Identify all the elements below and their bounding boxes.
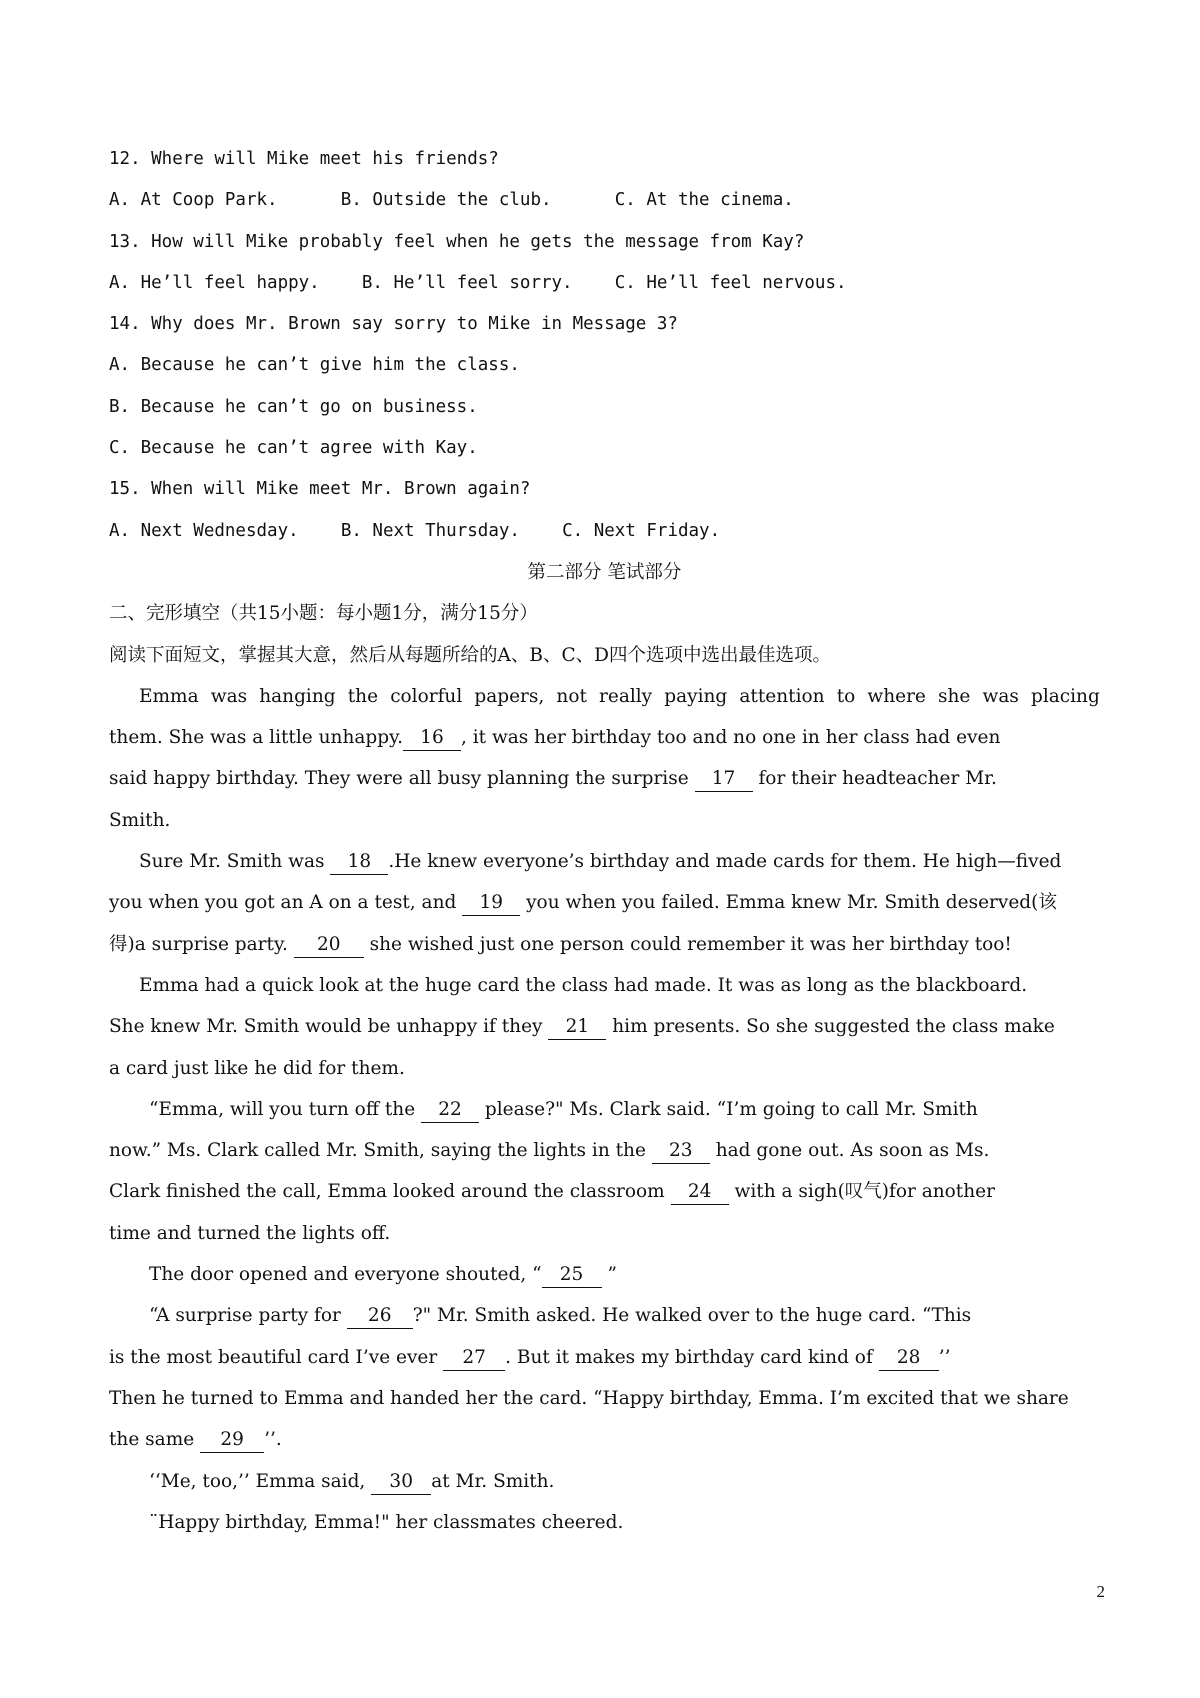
- option-a: A. He’ll feel happy.: [109, 272, 320, 293]
- passage-line: “A surprise party for 26 ?" Mr. Smith asked. He walked over to the huge card. “This: [109, 1295, 1100, 1336]
- passage-line: 得)a surprise party. 20 she wished just one person could remember it was her birthday too!: [109, 924, 1100, 965]
- question-14-option-c: C. Because he can’t agree with Kay.: [109, 438, 478, 459]
- option-a: A. At Coop Park.: [109, 190, 278, 211]
- passage-line: now.” Ms. Clark called Mr. Smith, saying the lights in the 23 had gone out. As soon as Ms.: [109, 1130, 1100, 1171]
- passage-line: you when you got an A on a test, and 19 you when you failed. Emma knew Mr. Smith deserved(该: [109, 882, 1100, 923]
- question-14: 14. Why does Mr. Brown say sorry to Mike in Message 3?: [109, 314, 678, 335]
- question-14-option-b: B. Because he can’t go on business.: [109, 396, 478, 417]
- passage-line: Sure Mr. Smith was 18 .He knew everyone’s birthday and made cards for them. He high—fived: [109, 841, 1100, 882]
- blank-17: 17: [695, 767, 753, 792]
- option-a: A. Next Wednesday.: [109, 520, 299, 541]
- passage-line: The door opened and everyone shouted, “ 25 ”: [109, 1254, 1100, 1295]
- blank-19: 19: [462, 891, 520, 916]
- page-content: [109, 139, 1100, 1543]
- question-12-options: [109, 180, 1100, 221]
- option-c: C. Next Friday.: [562, 520, 721, 541]
- passage-line: is the most beautiful card I’ve ever 27 . But it makes my birthday card kind of 28 ’’: [109, 1337, 1100, 1378]
- blank-24: 24: [671, 1180, 729, 1205]
- question-15-options: [109, 511, 1100, 552]
- blank-28: 28: [879, 1346, 939, 1371]
- blank-16: 16: [403, 726, 461, 751]
- passage-line: Smith.: [109, 809, 171, 831]
- cloze-heading: 二、完形填空（共15小题：每小题1分，满分15分）: [109, 603, 538, 625]
- question-15: 15. When will Mike meet Mr. Brown again?: [109, 479, 531, 500]
- blank-25: 25: [542, 1263, 602, 1288]
- option-b: B. Next Thursday.: [340, 520, 520, 541]
- blank-29: 29: [200, 1428, 264, 1453]
- passage-line: the same 29 ’’.: [109, 1419, 1100, 1460]
- option-c: C. At the cinema.: [614, 190, 794, 211]
- blank-18: 18: [330, 850, 388, 875]
- passage-line: them. She was a little unhappy. 16 , it was her birthday too and no one in her class had even: [109, 717, 1100, 758]
- cloze-instruction: 阅读下面短文，掌握其大意，然后从每题所给的A、B、C、D四个选项中选出最佳选项。: [109, 644, 831, 666]
- question-12: 12. Where will Mike meet his friends?: [109, 149, 499, 169]
- option-b: B. Outside the club.: [340, 190, 552, 211]
- passage-line: Emma had a quick look at the huge card the class had made. It was as long as the blackboard.: [139, 974, 1028, 996]
- blank-27: 27: [443, 1346, 505, 1371]
- blank-22: 22: [421, 1098, 479, 1123]
- section-title: 第二部分 笔试部分: [527, 561, 682, 583]
- option-c: C. He’ll feel nervous.: [614, 272, 847, 293]
- passage-line: a card just like he did for them.: [109, 1057, 405, 1079]
- question-13-options: [109, 263, 1100, 304]
- blank-26: 26: [347, 1304, 413, 1329]
- blank-20: 20: [294, 933, 364, 958]
- passage-line: Clark finished the call, Emma looked around the classroom 24 with a sigh(叹气)for another: [109, 1171, 1100, 1212]
- question-14-option-a: A. Because he can’t give him the class.: [109, 355, 520, 376]
- question-13: 13. How will Mike probably feel when he gets the message from Kay?: [109, 231, 805, 252]
- passage-line: said happy birthday. They were all busy planning the surprise 17 for their headteacher Mr.: [109, 758, 1100, 799]
- page-number: 2: [1096, 1582, 1105, 1601]
- passage-line: ‘‘Me, too,’’ Emma said, 30 at Mr. Smith.: [109, 1461, 1100, 1502]
- passage-line: time and turned the lights off.: [109, 1222, 391, 1244]
- passage-line: She knew Mr. Smith would be unhappy if they 21 him presents. So she suggested the class make: [109, 1006, 1100, 1047]
- passage-line: Then he turned to Emma and handed her the card. “Happy birthday, Emma. I’m excited that we share: [109, 1387, 1069, 1409]
- blank-21: 21: [548, 1015, 606, 1040]
- blank-23: 23: [652, 1139, 710, 1164]
- passage-line: Emma was hanging the colorful papers, not really paying attention to where she was placing: [139, 685, 1100, 707]
- passage-line: “Emma, will you turn off the 22 please?" Ms. Clark said. “I’m going to call Mr. Smith: [109, 1089, 1100, 1130]
- option-b: B. He’ll feel sorry.: [361, 272, 573, 293]
- blank-30: 30: [371, 1470, 431, 1495]
- passage-line: ¨Happy birthday, Emma!" her classmates cheered.: [149, 1511, 624, 1533]
